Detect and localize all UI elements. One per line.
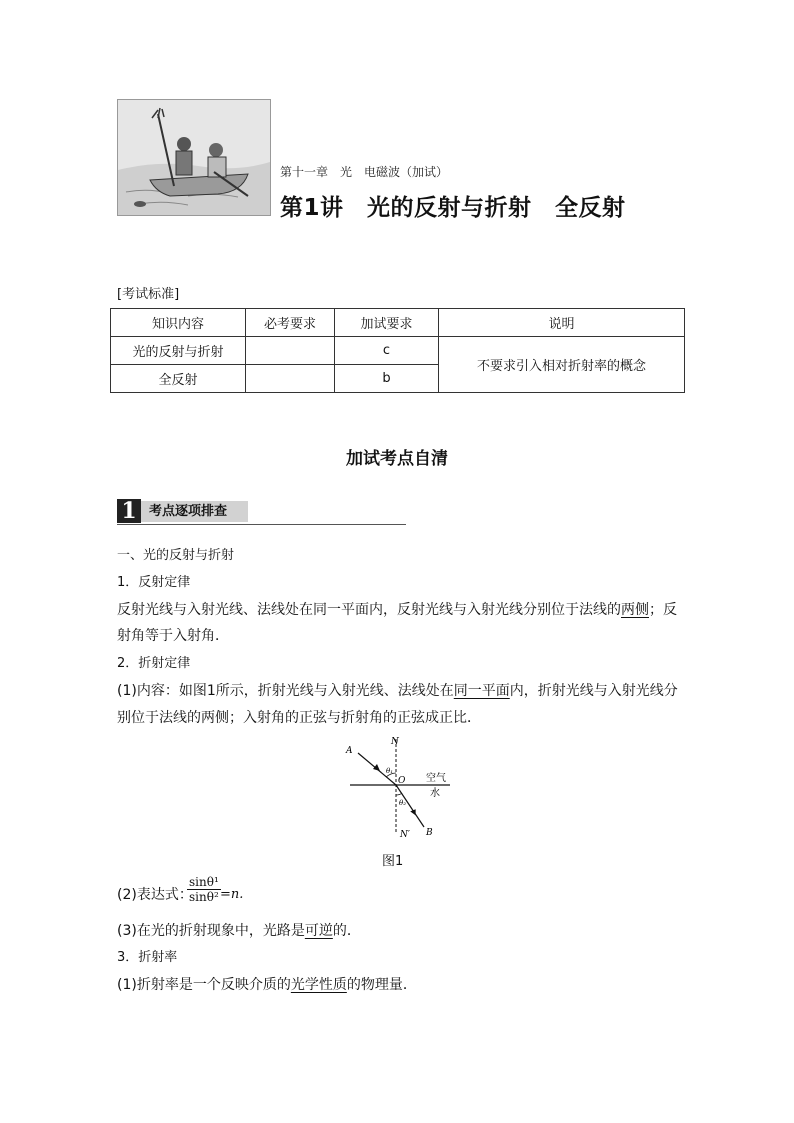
exam-standard-table — [110, 308, 685, 393]
chapter-illustration — [117, 99, 271, 216]
section-number-badge: 1 — [117, 499, 141, 523]
refraction-paragraph-line1 — [117, 678, 678, 704]
header-topic: 知识内容 — [111, 309, 246, 337]
text-run: 的． — [332, 923, 361, 939]
header-extra: 加试要求 — [335, 309, 439, 337]
label-air: 空气 — [426, 773, 446, 784]
underlined-answer: 两侧 — [621, 602, 649, 618]
text-run: (1)折射率是一个反映介质的 — [117, 977, 291, 993]
heading-reflection-law: 1．反射定律 — [117, 575, 191, 590]
formula-tail: =n. — [220, 887, 244, 902]
text-run: 内，折射光线与入射光线分 — [509, 683, 678, 699]
cell-required — [246, 365, 335, 393]
incident-arrow — [373, 764, 380, 771]
reversibility-line — [117, 918, 361, 944]
reflection-paragraph-line1 — [117, 597, 677, 623]
section-subtitle: 考点逐项排查 — [141, 501, 248, 522]
cell-required — [246, 337, 335, 365]
section-divider — [117, 524, 406, 525]
underlined-answer: 可逆 — [304, 923, 333, 939]
formula-numerator: sinθ¹ — [189, 875, 219, 889]
exam-standard-label: [考试标准] — [117, 287, 180, 302]
header-note: 说明 — [439, 309, 685, 337]
text-run: 反射光线与入射光线、法线处在同一平面内，反射光线与入射光线分别位于法线的 — [117, 602, 621, 618]
heading-reflection-refraction: 一、光的反射与折射 — [117, 548, 235, 563]
label-N-prime: N′ — [400, 830, 410, 840]
refraction-formula — [187, 875, 221, 904]
label-O: O — [398, 776, 406, 786]
formula-denominator: sinθ² — [189, 890, 219, 904]
refraction-diagram — [340, 733, 460, 843]
label-theta2: θ₂ — [399, 799, 407, 807]
label-water: 水 — [430, 788, 440, 799]
text-run: ；反 — [649, 602, 677, 618]
expression-label: (2)表达式： — [117, 887, 193, 903]
cell-topic: 光的反射与折射 — [111, 337, 246, 365]
label-N: N — [391, 737, 399, 747]
refraction-paragraph-line2: 别位于法线的两侧；入射角的正弦与折射角的正弦成正比． — [117, 710, 481, 726]
label-B: B — [426, 828, 433, 838]
figure-caption: 图1 — [382, 854, 404, 869]
table-header-row — [111, 309, 685, 337]
text-run: 的物理量． — [346, 977, 417, 993]
label-theta1: θ₁ — [386, 767, 394, 775]
refracted-arrow — [410, 808, 417, 815]
text-run: (3)在光的折射现象中，光路是 — [117, 923, 305, 939]
label-A: A — [346, 746, 353, 756]
cell-topic: 全反射 — [111, 365, 246, 393]
reflection-paragraph-line2: 射角等于入射角． — [117, 628, 229, 644]
chapter-label: 第十一章 光 电磁波（加试） — [280, 165, 449, 179]
refractive-index-line — [117, 972, 417, 998]
underlined-answer: 光学性质 — [290, 977, 347, 993]
section-title: 加试考点自清 — [346, 449, 448, 469]
table-row — [111, 337, 685, 365]
cell-extra: c — [335, 337, 439, 365]
heading-refraction-law: 2．折射定律 — [117, 656, 191, 671]
heading-refractive-index: 3．折射率 — [117, 950, 178, 965]
lecture-title: 第1讲 光的反射与折射 全反射 — [280, 195, 626, 221]
text-run: (1)内容：如图1所示，折射光线与入射光线、法线处在 — [117, 683, 454, 699]
cell-note: 不要求引入相对折射率的概念 — [439, 337, 685, 393]
header-required: 必考要求 — [246, 309, 335, 337]
cell-extra: b — [335, 365, 439, 393]
underlined-answer: 同一平面 — [453, 683, 510, 699]
